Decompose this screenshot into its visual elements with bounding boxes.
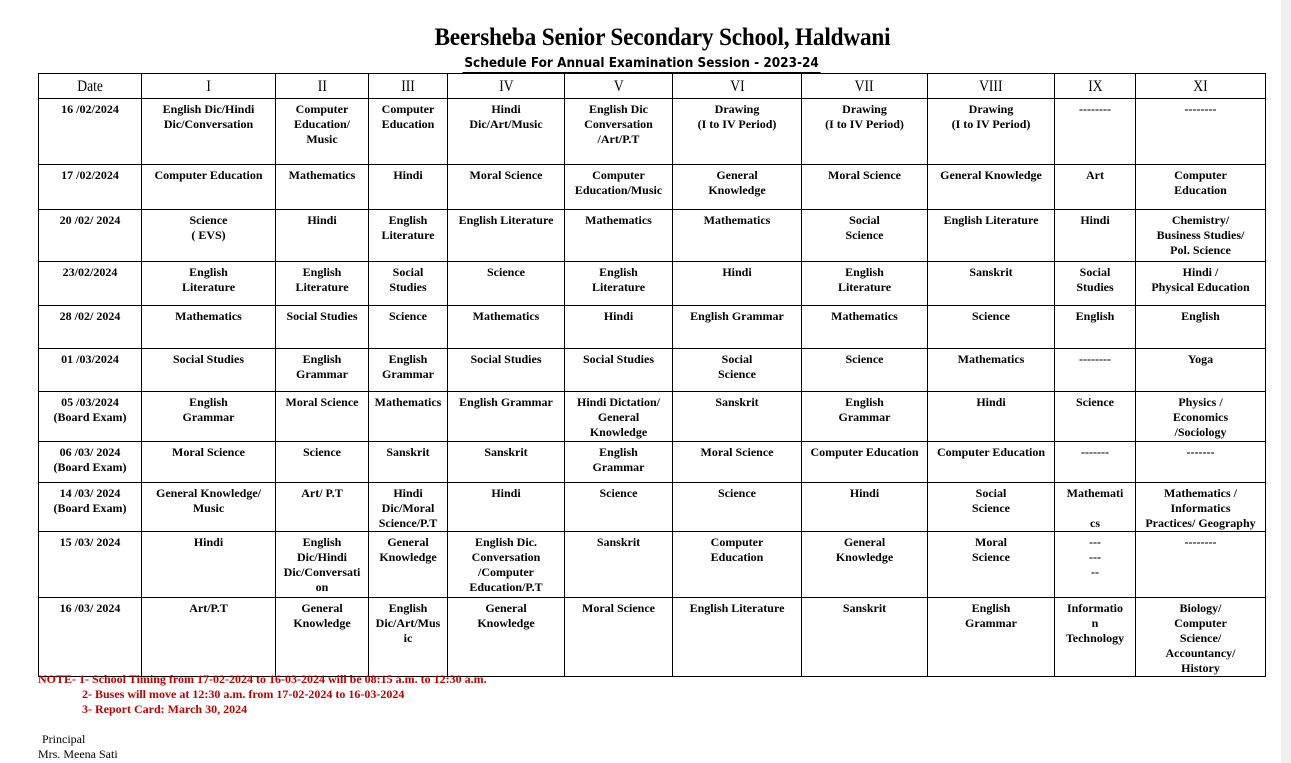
- subject-cell: [1055, 262, 1136, 306]
- subject-cell: [1055, 442, 1136, 483]
- subject-cell: [448, 532, 565, 598]
- page-scrollbar[interactable]: [1281, 0, 1291, 763]
- subject-text: Computer Education: [810, 445, 919, 459]
- subject-text: Social Studies: [172, 352, 244, 366]
- header-class-ix: [1055, 74, 1136, 99]
- subject-cell: [673, 99, 802, 165]
- subject-cell: [928, 598, 1055, 677]
- subject-text: Art/P.T: [189, 601, 228, 615]
- subject-text: --------: [1079, 352, 1111, 366]
- header-class-iv: [448, 74, 565, 99]
- header-label: VI: [729, 77, 745, 95]
- subject-text: English Grammar: [296, 352, 348, 381]
- subject-cell: [1136, 349, 1266, 392]
- subject-text: English Grammar: [965, 601, 1017, 630]
- subject-cell: [565, 306, 673, 349]
- table-row: [39, 262, 1266, 306]
- subject-cell: [276, 165, 369, 210]
- subject-text: -------: [1186, 445, 1215, 459]
- date-cell: [39, 598, 142, 677]
- subject-text: Mathematics: [374, 395, 442, 409]
- subject-cell: [1136, 442, 1266, 483]
- subject-cell: [142, 442, 276, 483]
- subject-text: Moral Science: [469, 168, 543, 182]
- subject-cell: [673, 532, 802, 598]
- subject-text: Social Science: [718, 352, 756, 381]
- date-cell: [39, 210, 142, 262]
- header-class-ii: [276, 74, 369, 99]
- subject-text: English Literature: [943, 213, 1039, 227]
- subject-cell: [142, 349, 276, 392]
- subject-cell: [928, 532, 1055, 598]
- subject-cell: [142, 598, 276, 677]
- subject-text: Mathematics: [957, 352, 1025, 366]
- note-line-1: NOTE- 1- School Timing from 17-02-2024 to 16-03-2024 will be 08:15 a.m. to 12:30 a.m.: [38, 672, 487, 686]
- subject-text: Moral Science: [285, 395, 359, 409]
- subject-cell: [369, 442, 448, 483]
- subject-cell: [276, 598, 369, 677]
- table-row: [39, 165, 1266, 210]
- header-label: VIII: [979, 77, 1003, 95]
- header-date: [39, 74, 142, 99]
- subject-text: --------: [1184, 102, 1217, 116]
- subject-text: Social Studies: [389, 265, 427, 294]
- subject-cell: [142, 392, 276, 442]
- subject-text: General Knowledge/ Music: [156, 486, 261, 515]
- subject-cell: [565, 532, 673, 598]
- subject-cell: [1136, 99, 1266, 165]
- notes-section: [38, 672, 487, 717]
- subject-text: Science: [718, 486, 756, 500]
- subject-text: Science: [845, 352, 884, 366]
- date-cell: [39, 349, 142, 392]
- subject-cell: [1055, 99, 1136, 165]
- table-row: [39, 99, 1266, 165]
- table-row: [39, 392, 1266, 442]
- subject-text: Sanskrit: [386, 445, 430, 459]
- table-row: [39, 532, 1266, 598]
- subject-cell: [802, 598, 928, 677]
- subject-cell: [928, 306, 1055, 349]
- subject-cell: [1136, 392, 1266, 442]
- subject-cell: [448, 165, 565, 210]
- subject-text: Mathematics: [472, 309, 540, 323]
- date-text: 17 /02/2024: [61, 168, 119, 182]
- date-cell: [39, 442, 142, 483]
- subject-cell: [928, 392, 1055, 442]
- header-label: III: [401, 77, 415, 95]
- subject-cell: [142, 306, 276, 349]
- subject-text: English Grammar: [459, 395, 553, 409]
- subject-text: English Dic/Hindi Dic/Conversation: [162, 102, 255, 131]
- subject-text: English Literature: [458, 213, 554, 227]
- school-name-heading: Beersheba Senior Secondary School, Haldwani: [434, 24, 891, 51]
- date-text: 01 /03/2024: [61, 352, 119, 366]
- header-label: VII: [855, 77, 874, 95]
- subject-text: Science: [972, 309, 1010, 323]
- subject-text: English Dic/Hindi Dic/Conversati on: [283, 535, 361, 594]
- subject-cell: [802, 306, 928, 349]
- subject-cell: [565, 99, 673, 165]
- subject-text: English Literature: [181, 265, 236, 294]
- subject-cell: [1055, 598, 1136, 677]
- subject-text: -------: [1081, 445, 1109, 459]
- subject-cell: [1055, 532, 1136, 598]
- subject-cell: [1136, 598, 1266, 677]
- subject-cell: [369, 262, 448, 306]
- subject-text: Computer Education: [381, 102, 435, 131]
- subject-text: Mathematics: [585, 213, 652, 227]
- date-cell: [39, 532, 142, 598]
- subject-cell: [1136, 262, 1266, 306]
- subject-cell: [448, 262, 565, 306]
- signatory-name: Mrs. Meena Sati: [38, 747, 118, 761]
- subject-text: English Literature: [837, 265, 892, 294]
- subject-text: Hindi: [976, 395, 1006, 409]
- subject-text: Hindi Dic/Moral Science/P.T: [378, 486, 438, 530]
- subject-cell: [276, 262, 369, 306]
- subject-cell: [142, 483, 276, 532]
- header-class-xi: [1136, 74, 1266, 99]
- subject-cell: [673, 262, 802, 306]
- subject-cell: [369, 392, 448, 442]
- subject-text: Social Science: [845, 213, 884, 242]
- subject-text: Drawing (I to IV Period): [951, 102, 1031, 131]
- subject-text: English Grammar: [838, 395, 891, 424]
- subject-cell: [673, 165, 802, 210]
- subject-cell: [802, 483, 928, 532]
- subject-text: Art/ P.T: [301, 486, 343, 500]
- subject-text: Computer Education: [1174, 168, 1227, 197]
- subject-cell: [142, 99, 276, 165]
- subject-cell: [276, 483, 369, 532]
- subject-text: Science: [1076, 395, 1114, 409]
- subject-cell: [565, 483, 673, 532]
- header-label: Date: [77, 77, 103, 95]
- subject-cell: [565, 165, 673, 210]
- subject-text: Hindi Dic/Art/Music: [469, 102, 543, 131]
- subject-cell: [802, 262, 928, 306]
- subject-text: Yoga: [1187, 352, 1214, 366]
- table-row: [39, 442, 1266, 483]
- subject-text: Social Studies: [582, 352, 654, 366]
- subject-text: Drawing (I to IV Period): [825, 102, 904, 131]
- subject-text: Moral Science: [582, 601, 655, 615]
- subject-text: English Grammar: [182, 395, 235, 424]
- subject-cell: [565, 349, 673, 392]
- header-class-vii: [802, 74, 928, 99]
- subject-cell: [673, 392, 802, 442]
- subject-text: English: [1075, 309, 1115, 323]
- subject-cell: [565, 442, 673, 483]
- subject-cell: [276, 392, 369, 442]
- subject-text: Mathemati cs: [1066, 486, 1124, 530]
- subject-text: Moral Science: [828, 168, 901, 182]
- subject-cell: [276, 99, 369, 165]
- subject-cell: [802, 392, 928, 442]
- date-text: 05 /03/2024 (Board Exam): [53, 395, 127, 424]
- subject-cell: [1136, 532, 1266, 598]
- subject-text: General Knowledge: [293, 601, 351, 630]
- date-cell: [39, 165, 142, 210]
- subject-text: Social Studies: [470, 352, 542, 366]
- subject-cell: [928, 483, 1055, 532]
- header-class-i: [142, 74, 276, 99]
- subject-text: Social Studies: [286, 309, 358, 323]
- subject-text: Hindi: [491, 486, 521, 500]
- subject-cell: [1055, 210, 1136, 262]
- subject-cell: [928, 442, 1055, 483]
- subject-cell: [802, 165, 928, 210]
- date-text: 14 /03/ 2024 (Board Exam): [53, 486, 127, 515]
- table-row: [39, 349, 1266, 392]
- subject-cell: [565, 392, 673, 442]
- subject-text: Physics / Economics /Sociology: [1172, 395, 1229, 439]
- subject-cell: [802, 442, 928, 483]
- subject-cell: [928, 262, 1055, 306]
- subject-text: Sanskrit: [715, 395, 759, 409]
- subject-text: Chemistry/ Business Studies/ Pol. Science: [1156, 213, 1245, 257]
- subject-text: Science: [487, 265, 525, 279]
- subject-cell: [142, 262, 276, 306]
- header-label: IX: [1087, 77, 1103, 95]
- header-label: V: [613, 77, 624, 95]
- note-line-3: 3- Report Card: March 30, 2024: [82, 702, 248, 716]
- subject-text: Hindi: [603, 309, 634, 323]
- subject-text: Biology/ Computer Science/ Accountancy/ History: [1165, 601, 1236, 675]
- subject-cell: [673, 442, 802, 483]
- date-text: 16 /02/2024: [61, 102, 119, 116]
- subject-cell: [802, 349, 928, 392]
- subject-text: English Grammar: [690, 309, 784, 323]
- subject-cell: [1055, 392, 1136, 442]
- subject-text: --------: [1184, 535, 1217, 549]
- signature-block: [38, 732, 118, 762]
- subject-text: Science ( EVS): [189, 213, 228, 242]
- subject-cell: [369, 532, 448, 598]
- subject-text: Hindi: [193, 535, 224, 549]
- subject-text: Computer Education: [710, 535, 764, 564]
- subject-cell: [448, 442, 565, 483]
- subject-cell: [276, 210, 369, 262]
- subject-cell: [448, 210, 565, 262]
- subject-cell: [369, 306, 448, 349]
- subject-text: Mathematics: [703, 213, 771, 227]
- subject-text: Hindi: [307, 213, 337, 227]
- subject-cell: [673, 306, 802, 349]
- date-text: 20 /02/ 2024: [59, 213, 121, 227]
- date-cell: [39, 392, 142, 442]
- date-cell: [39, 99, 142, 165]
- header-class-v: [565, 74, 673, 99]
- subject-cell: [928, 210, 1055, 262]
- subject-cell: [802, 99, 928, 165]
- subject-cell: [448, 392, 565, 442]
- subject-text: Hindi: [849, 486, 880, 500]
- subject-cell: [928, 99, 1055, 165]
- subject-cell: [802, 210, 928, 262]
- subject-text: Sanskrit: [484, 445, 528, 459]
- date-text: 06 /03/ 2024 (Board Exam): [53, 445, 127, 474]
- subject-text: Moral Science: [700, 445, 774, 459]
- date-cell: [39, 262, 142, 306]
- header-label: XI: [1193, 77, 1208, 95]
- subject-text: Hindi Dictation/ General Knowledge: [576, 395, 660, 439]
- subject-text: Computer Education: [154, 168, 263, 182]
- subject-text: Science: [389, 309, 427, 323]
- subject-cell: [565, 210, 673, 262]
- subject-cell: [673, 483, 802, 532]
- subject-text: General Knowledge: [477, 601, 535, 630]
- subject-cell: [673, 210, 802, 262]
- subject-cell: [369, 165, 448, 210]
- subject-cell: [448, 483, 565, 532]
- subject-text: Art: [1086, 168, 1104, 182]
- subject-cell: [448, 598, 565, 677]
- subject-cell: [565, 262, 673, 306]
- date-cell: [39, 306, 142, 349]
- date-cell: [39, 483, 142, 532]
- subject-text: Hindi: [393, 168, 423, 182]
- subject-cell: [1136, 483, 1266, 532]
- subject-cell: [1055, 349, 1136, 392]
- header-label: I: [206, 77, 211, 95]
- subject-cell: [1136, 165, 1266, 210]
- subject-text: --- --- --: [1089, 535, 1101, 579]
- subject-text: Social Science: [972, 486, 1010, 515]
- subject-cell: [369, 99, 448, 165]
- subject-text: Mathematics / Informatics Practices/ Geography: [1145, 486, 1256, 530]
- subject-text: Hindi: [722, 265, 752, 279]
- subject-text: Mathematics: [175, 309, 242, 323]
- subject-cell: [565, 598, 673, 677]
- header-label: IV: [498, 77, 514, 95]
- subject-cell: [928, 349, 1055, 392]
- schedule-subtitle: Schedule For Annual Examination Session - 2023-24: [462, 56, 820, 74]
- subject-text: Mathematics: [288, 168, 356, 182]
- subject-cell: [276, 349, 369, 392]
- subject-cell: [369, 598, 448, 677]
- subject-text: General Knowledge: [835, 535, 894, 564]
- table-header-row: [39, 74, 1266, 99]
- subject-text: Informatio n Technology: [1065, 601, 1125, 645]
- subject-cell: [369, 210, 448, 262]
- subject-text: English Literature: [689, 601, 785, 615]
- subject-text: Science: [303, 445, 341, 459]
- table-row: [39, 598, 1266, 677]
- subject-cell: [802, 532, 928, 598]
- subject-text: Sanskrit: [842, 601, 887, 615]
- subject-cell: [276, 442, 369, 483]
- subject-cell: [1136, 210, 1266, 262]
- subject-cell: [276, 532, 369, 598]
- subject-cell: [673, 349, 802, 392]
- subject-text: Computer Education: [936, 445, 1046, 459]
- subject-cell: [448, 99, 565, 165]
- subject-text: Moral Science: [972, 535, 1010, 564]
- subject-cell: [928, 165, 1055, 210]
- date-text: 28 /02/ 2024: [59, 309, 121, 323]
- subject-text: --------: [1079, 102, 1111, 116]
- subject-text: Sanskrit: [596, 535, 641, 549]
- header-label: II: [317, 77, 327, 95]
- subject-cell: [369, 349, 448, 392]
- subject-text: Mathematics: [831, 309, 898, 323]
- subject-cell: [369, 483, 448, 532]
- subject-text: Drawing (I to IV Period): [697, 102, 777, 131]
- subject-text: Computer Education/ Music: [293, 102, 350, 146]
- subject-text: English Dic/Art/Mus ic: [375, 601, 441, 645]
- subject-cell: [448, 306, 565, 349]
- subject-cell: [1136, 306, 1266, 349]
- date-text: 16 /03/ 2024: [59, 601, 121, 615]
- subject-cell: [1055, 165, 1136, 210]
- subject-cell: [673, 598, 802, 677]
- subject-text: Social Studies: [1076, 265, 1114, 294]
- subject-text: English Dic Conversation /Art/P.T: [584, 102, 653, 146]
- subject-text: Moral Science: [172, 445, 245, 459]
- table-row: [39, 306, 1266, 349]
- exam-schedule-table: [38, 73, 1266, 677]
- subject-text: Sanskrit: [969, 265, 1013, 279]
- subject-cell: [142, 210, 276, 262]
- subject-cell: [1055, 483, 1136, 532]
- subject-text: General Knowledge: [940, 168, 1042, 182]
- subject-text: English Literature: [591, 265, 646, 294]
- table-row: [39, 483, 1266, 532]
- subject-text: General Knowledge: [708, 168, 766, 197]
- table-row: [39, 210, 1266, 262]
- subject-text: English Grammar: [382, 352, 434, 381]
- subject-cell: [1055, 306, 1136, 349]
- subject-cell: [142, 165, 276, 210]
- header-class-viii: [928, 74, 1055, 99]
- subject-text: Computer Education/Music: [574, 168, 663, 197]
- subject-text: Hindi: [1080, 213, 1110, 227]
- subject-cell: [448, 349, 565, 392]
- subject-text: English Dic. Conversation /Computer Education/P.T: [469, 535, 543, 594]
- subject-text: English Literature: [381, 213, 435, 242]
- subject-text: English: [1181, 309, 1220, 323]
- subject-text: Science: [599, 486, 638, 500]
- date-text: 15 /03/ 2024: [59, 535, 121, 549]
- subject-text: Hindi / Physical Education: [1151, 265, 1250, 294]
- subject-cell: [276, 306, 369, 349]
- header-class-iii: [369, 74, 448, 99]
- note-line-2: 2- Buses will move at 12:30 a.m. from 17-02-2024 to 16-03-2024: [82, 687, 405, 701]
- header-class-vi: [673, 74, 802, 99]
- subject-cell: [142, 532, 276, 598]
- date-text: 23/02/2024: [62, 265, 118, 279]
- subject-text: General Knowledge: [379, 535, 437, 564]
- subject-text: English Grammar: [592, 445, 645, 474]
- subject-text: English Literature: [295, 265, 349, 294]
- signatory-role: Principal: [42, 732, 86, 746]
